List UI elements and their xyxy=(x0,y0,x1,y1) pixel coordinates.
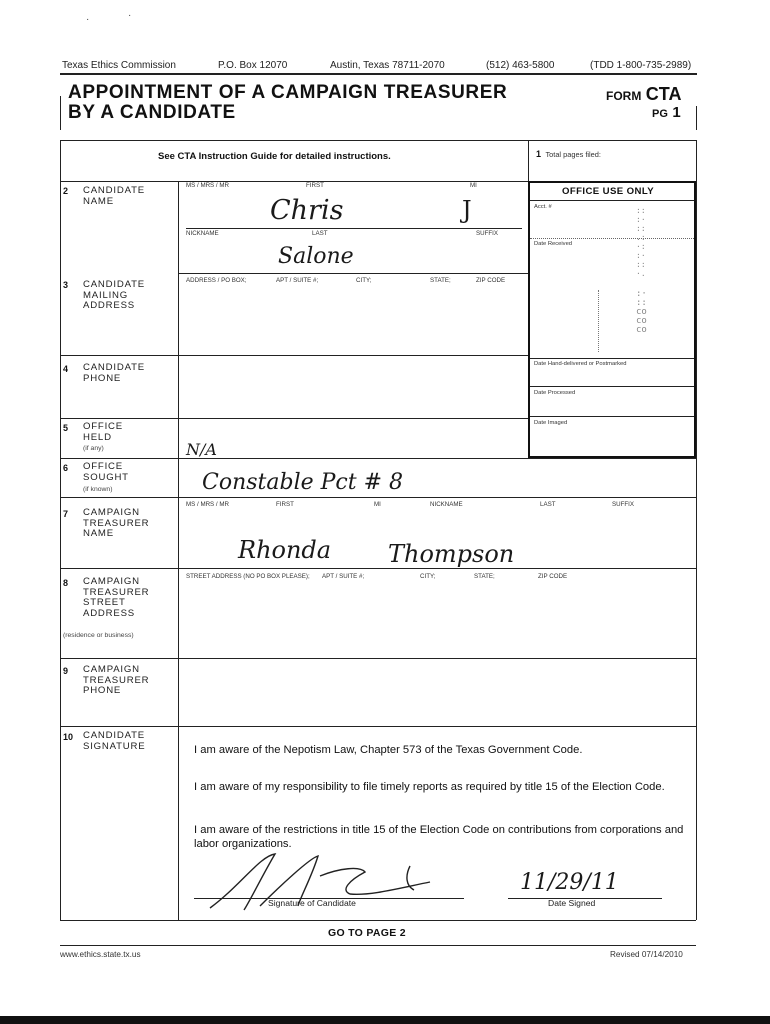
state-label: STATE; xyxy=(474,573,495,580)
header-rule xyxy=(60,73,697,75)
office-held-value: N/A xyxy=(186,440,217,459)
hand-delivered-label: Date Hand-delivered or Postmarked xyxy=(534,361,627,367)
total-pages-number: 1 xyxy=(536,149,542,159)
office-rule xyxy=(530,386,694,387)
apt-label: APT / SUITE #; xyxy=(276,277,319,284)
form-title-line1: APPOINTMENT OF A CAMPAIGN TREASURER xyxy=(68,82,508,103)
website: www.ethics.state.tx.us xyxy=(60,950,141,959)
nickname-label: NICKNAME xyxy=(430,501,463,508)
nickname-label: NICKNAME xyxy=(186,230,219,237)
candidate-first-name: Chris xyxy=(270,195,344,226)
candidate-last-name: Salone xyxy=(278,244,354,269)
received-stamp: :: :· :: .: ·: :· :: ·. xyxy=(636,206,646,278)
phone-number: (512) 463-5800 xyxy=(486,60,555,71)
office-sought-note: (if known) xyxy=(83,486,113,493)
section-title-treasurer-name: CAMPAIGN TREASURER NAME xyxy=(83,507,150,539)
street-label: STREET ADDRESS (NO PO BOX PLEASE); xyxy=(186,573,310,580)
section-number: 8 xyxy=(63,578,69,588)
scan-speck: · xyxy=(128,10,132,21)
section-title-candidate-name: CANDIDATE NAME xyxy=(83,185,145,207)
name-line xyxy=(186,228,522,229)
form-top-border xyxy=(60,140,696,141)
section-title-treasurer-address: CAMPAIGN TREASURER STREET ADDRESS xyxy=(83,576,150,619)
date-imaged-label: Date Imaged xyxy=(534,420,568,426)
date-processed-label: Date Processed xyxy=(534,390,576,396)
form-code: CTA xyxy=(645,84,682,104)
last-name-label: LAST xyxy=(312,230,328,237)
scan-edge xyxy=(0,1016,770,1024)
section-number: 6 xyxy=(63,463,69,473)
form-left-border xyxy=(60,140,61,920)
section-title-mailing-address: CANDIDATE MAILING ADDRESS xyxy=(83,279,145,311)
form-id xyxy=(606,84,681,105)
section-title-office-sought: OFFICE SOUGHT xyxy=(83,461,129,483)
treasurer-first-name: Rhonda xyxy=(238,536,332,564)
commission-name: Texas Ethics Commission xyxy=(62,60,176,71)
middle-initial-label: MI xyxy=(374,501,381,508)
section-number: 7 xyxy=(63,509,69,519)
section-number: 4 xyxy=(63,364,69,374)
state-label: STATE; xyxy=(430,277,451,284)
row-rule xyxy=(60,497,696,498)
office-rule xyxy=(530,200,694,201)
section-title-office-held: OFFICE HELD xyxy=(83,421,123,443)
signature-label: Signature of Candidate xyxy=(268,898,356,908)
address-type-note: (residence or business) xyxy=(63,632,134,639)
row-rule xyxy=(60,418,528,419)
title-left-rule xyxy=(60,96,61,130)
total-pages xyxy=(536,144,601,162)
office-rule xyxy=(530,416,694,417)
city-label: CITY; xyxy=(356,277,372,284)
row-rule xyxy=(60,355,528,356)
received-stamp: :· :: co co co xyxy=(636,289,647,335)
city-label: CITY; xyxy=(420,573,436,580)
go-to-page-2: GO TO PAGE 2 xyxy=(328,927,406,939)
po-box: P.O. Box 12070 xyxy=(218,60,288,71)
zip-label: ZIP CODE xyxy=(538,573,568,580)
section-number: 5 xyxy=(63,423,69,433)
section-number: 9 xyxy=(63,666,69,676)
section-number: 2 xyxy=(63,186,69,196)
city-address: Austin, Texas 78711-2070 xyxy=(330,60,445,71)
candidate-middle-initial: J xyxy=(462,196,472,224)
office-use-title: OFFICE USE ONLY xyxy=(562,186,655,197)
section-title-candidate-phone: CANDIDATE PHONE xyxy=(83,362,145,384)
date-signed-value: 11/29/11 xyxy=(520,870,619,895)
page-number: 1 xyxy=(672,104,681,121)
date-signed-label: Date Signed xyxy=(548,898,596,908)
total-pages-divider xyxy=(528,140,529,181)
row-rule xyxy=(60,568,696,569)
page-id xyxy=(652,104,681,122)
title-right-rule xyxy=(696,106,697,130)
row-rule xyxy=(60,458,696,459)
zip-label: ZIP CODE xyxy=(476,277,506,284)
form-title-line2: BY A CANDIDATE xyxy=(68,102,236,123)
last-name-label: LAST xyxy=(540,501,556,508)
form-label: FORM xyxy=(606,89,642,103)
scan-speck: · xyxy=(86,14,90,25)
section-title-candidate-signature: CANDIDATE SIGNATURE xyxy=(83,730,146,752)
section-title-treasurer-phone: CAMPAIGN TREASURER PHONE xyxy=(83,664,150,696)
statement-nepotism: I am aware of the Nepotism Law, Chapter 573 of the Texas Government Code. xyxy=(194,744,583,756)
form-right-border xyxy=(696,140,697,920)
office-rule xyxy=(530,238,694,239)
instructions-note: See CTA Instruction Guide for detailed instructions. xyxy=(158,151,391,162)
office-held-note: (if any) xyxy=(83,445,104,452)
page-label: PG xyxy=(652,108,668,120)
statement-timely-reports: I am aware of my responsibility to file timely reports as required by title 15 of the Election Code. xyxy=(194,781,665,793)
prefix-label: MS / MRS / MR xyxy=(186,182,229,189)
statement-restrictions: I am aware of the restrictions in title 15 of the Election Code on contributions from corporations and labor organizations. xyxy=(194,824,684,850)
treasurer-last-name: Thompson xyxy=(388,540,515,568)
office-sought-value: Constable Pct # 8 xyxy=(202,470,404,495)
revised-date: Revised 07/14/2010 xyxy=(610,950,683,959)
acct-label: Acct. # xyxy=(534,204,552,210)
suffix-label: SUFFIX xyxy=(476,230,499,237)
first-name-label: FIRST xyxy=(276,501,294,508)
row-rule xyxy=(60,726,696,727)
apt-label: APT / SUITE #; xyxy=(322,573,365,580)
row-rule xyxy=(60,658,696,659)
section-number: 3 xyxy=(63,280,69,290)
middle-initial-label: MI xyxy=(470,182,477,189)
first-name-label: FIRST xyxy=(306,182,324,189)
office-rule xyxy=(530,358,694,359)
suffix-label: SUFFIX xyxy=(612,501,635,508)
section-number: 10 xyxy=(63,732,74,742)
date-received-label: Date Received xyxy=(534,241,573,247)
tdd-number: (TDD 1-800-735-2989) xyxy=(590,60,692,71)
footer-rule xyxy=(60,945,696,946)
form-bottom-border xyxy=(60,920,696,921)
row-rule xyxy=(178,273,528,274)
stamp-mark xyxy=(598,290,599,352)
total-pages-label: Total pages filed: xyxy=(545,150,601,159)
label-column-divider xyxy=(178,181,179,920)
prefix-label: MS / MRS / MR xyxy=(186,501,229,508)
address-label: ADDRESS / PO BOX; xyxy=(186,277,247,284)
